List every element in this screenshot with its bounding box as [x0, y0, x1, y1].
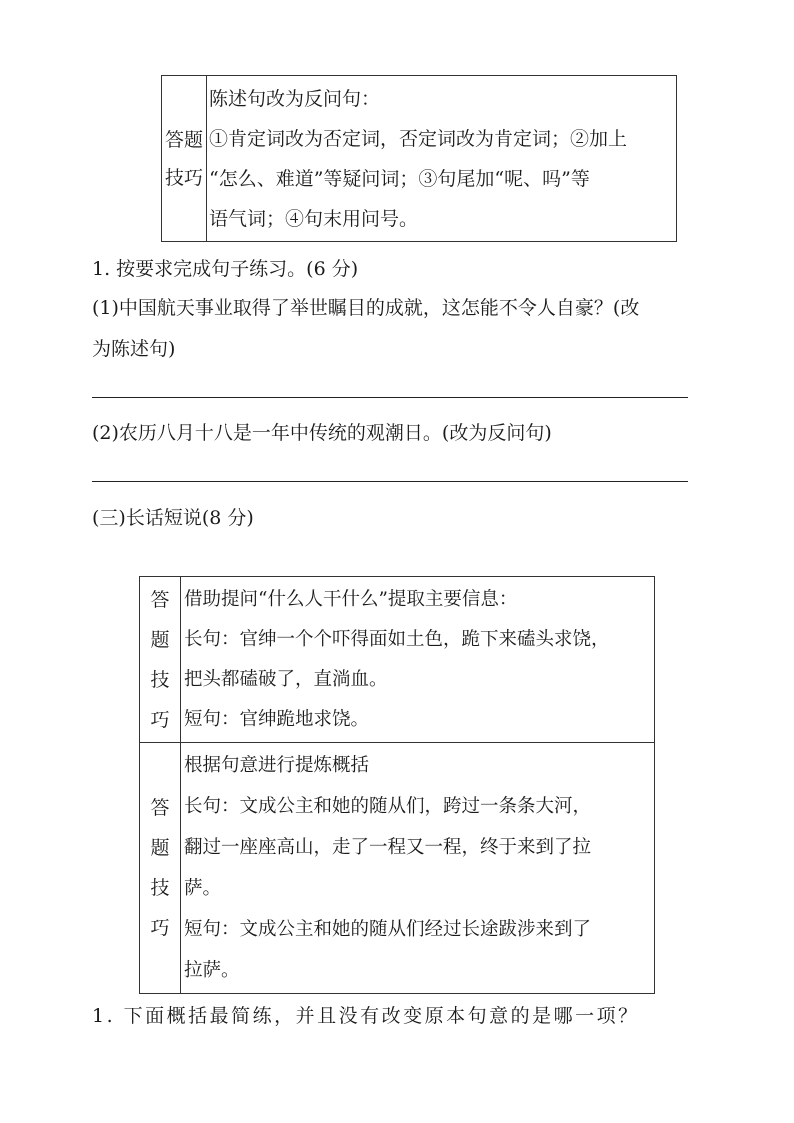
- tip-label-char: 巧: [150, 917, 170, 939]
- tip-label-line: 答题: [164, 128, 203, 151]
- tip-line: 拉萨。: [184, 960, 240, 981]
- tip-line: “怎么、难道”等疑问词；③句尾加“呢、吗”等: [209, 167, 590, 190]
- tip-line: 把头都磕破了，直淌血。: [184, 668, 388, 690]
- tip-label: [162, 76, 207, 242]
- tip-line: 根据句意进行提炼概括: [184, 755, 370, 776]
- tip-line: 萨。: [184, 878, 222, 899]
- question-1-line-1: (1)中国航天事业取得了举世瞩目的成就，这怎能不令人自豪？(改: [92, 297, 640, 319]
- tip-line: 借助提问“什么人干什么”提取主要信息：: [184, 588, 518, 610]
- question-1-line-2: 为陈述句): [92, 338, 176, 360]
- tip-label-char: 题: [150, 628, 170, 651]
- tip-line: 语气词；④句末用问号。: [209, 207, 419, 230]
- tip-label-char: 答: [150, 797, 170, 819]
- tip-content: [181, 743, 655, 994]
- tip-line: 长句：文成公主和她的随从们，跨过一条条大河，: [184, 796, 592, 817]
- tip-line: 短句：官绅跪地求饶。: [184, 708, 370, 730]
- tip-table-1: [161, 75, 677, 242]
- tip-content: [207, 76, 677, 242]
- tip-line: ①肯定词改为否定词，否定词改为肯定词；②加上: [209, 127, 628, 150]
- tip-label-char: 巧: [150, 708, 170, 731]
- tip-table-2: [139, 576, 655, 994]
- question-2: (2)农历八月十八是一年中传统的观潮日。(改为反问句): [92, 422, 552, 444]
- tip-label: [140, 577, 181, 743]
- section-3-title: (三)长话短说(8 分): [92, 507, 254, 529]
- tip-label-char: 题: [150, 837, 170, 859]
- question-final: 1. 下面概括最简练，并且没有改变原本句意的是哪一项？: [92, 1005, 640, 1027]
- tip-label-char: 技: [150, 668, 170, 691]
- tip-label: [140, 743, 181, 994]
- tip-line: 翻过一座座高山，走了一程又一程，终于来到了拉: [184, 837, 592, 858]
- tip-content: [181, 577, 655, 743]
- exercise-heading: 1. 按要求完成句子练习。(6 分): [92, 258, 359, 280]
- answer-line-1[interactable]: [92, 397, 688, 398]
- tip-label-char: 技: [150, 877, 170, 899]
- tip-label-line: 技巧: [164, 166, 203, 189]
- tip-line: 短句：文成公主和她的随从们经过长途跋涉来到了: [184, 919, 592, 940]
- tip-label-char: 答: [150, 588, 170, 611]
- answer-line-2[interactable]: [92, 481, 688, 482]
- tip-line: 陈述句改为反问句：: [209, 87, 381, 110]
- tip-line: 长句：官绅一个个吓得面如土色，跪下来磕头求饶，: [184, 628, 610, 650]
